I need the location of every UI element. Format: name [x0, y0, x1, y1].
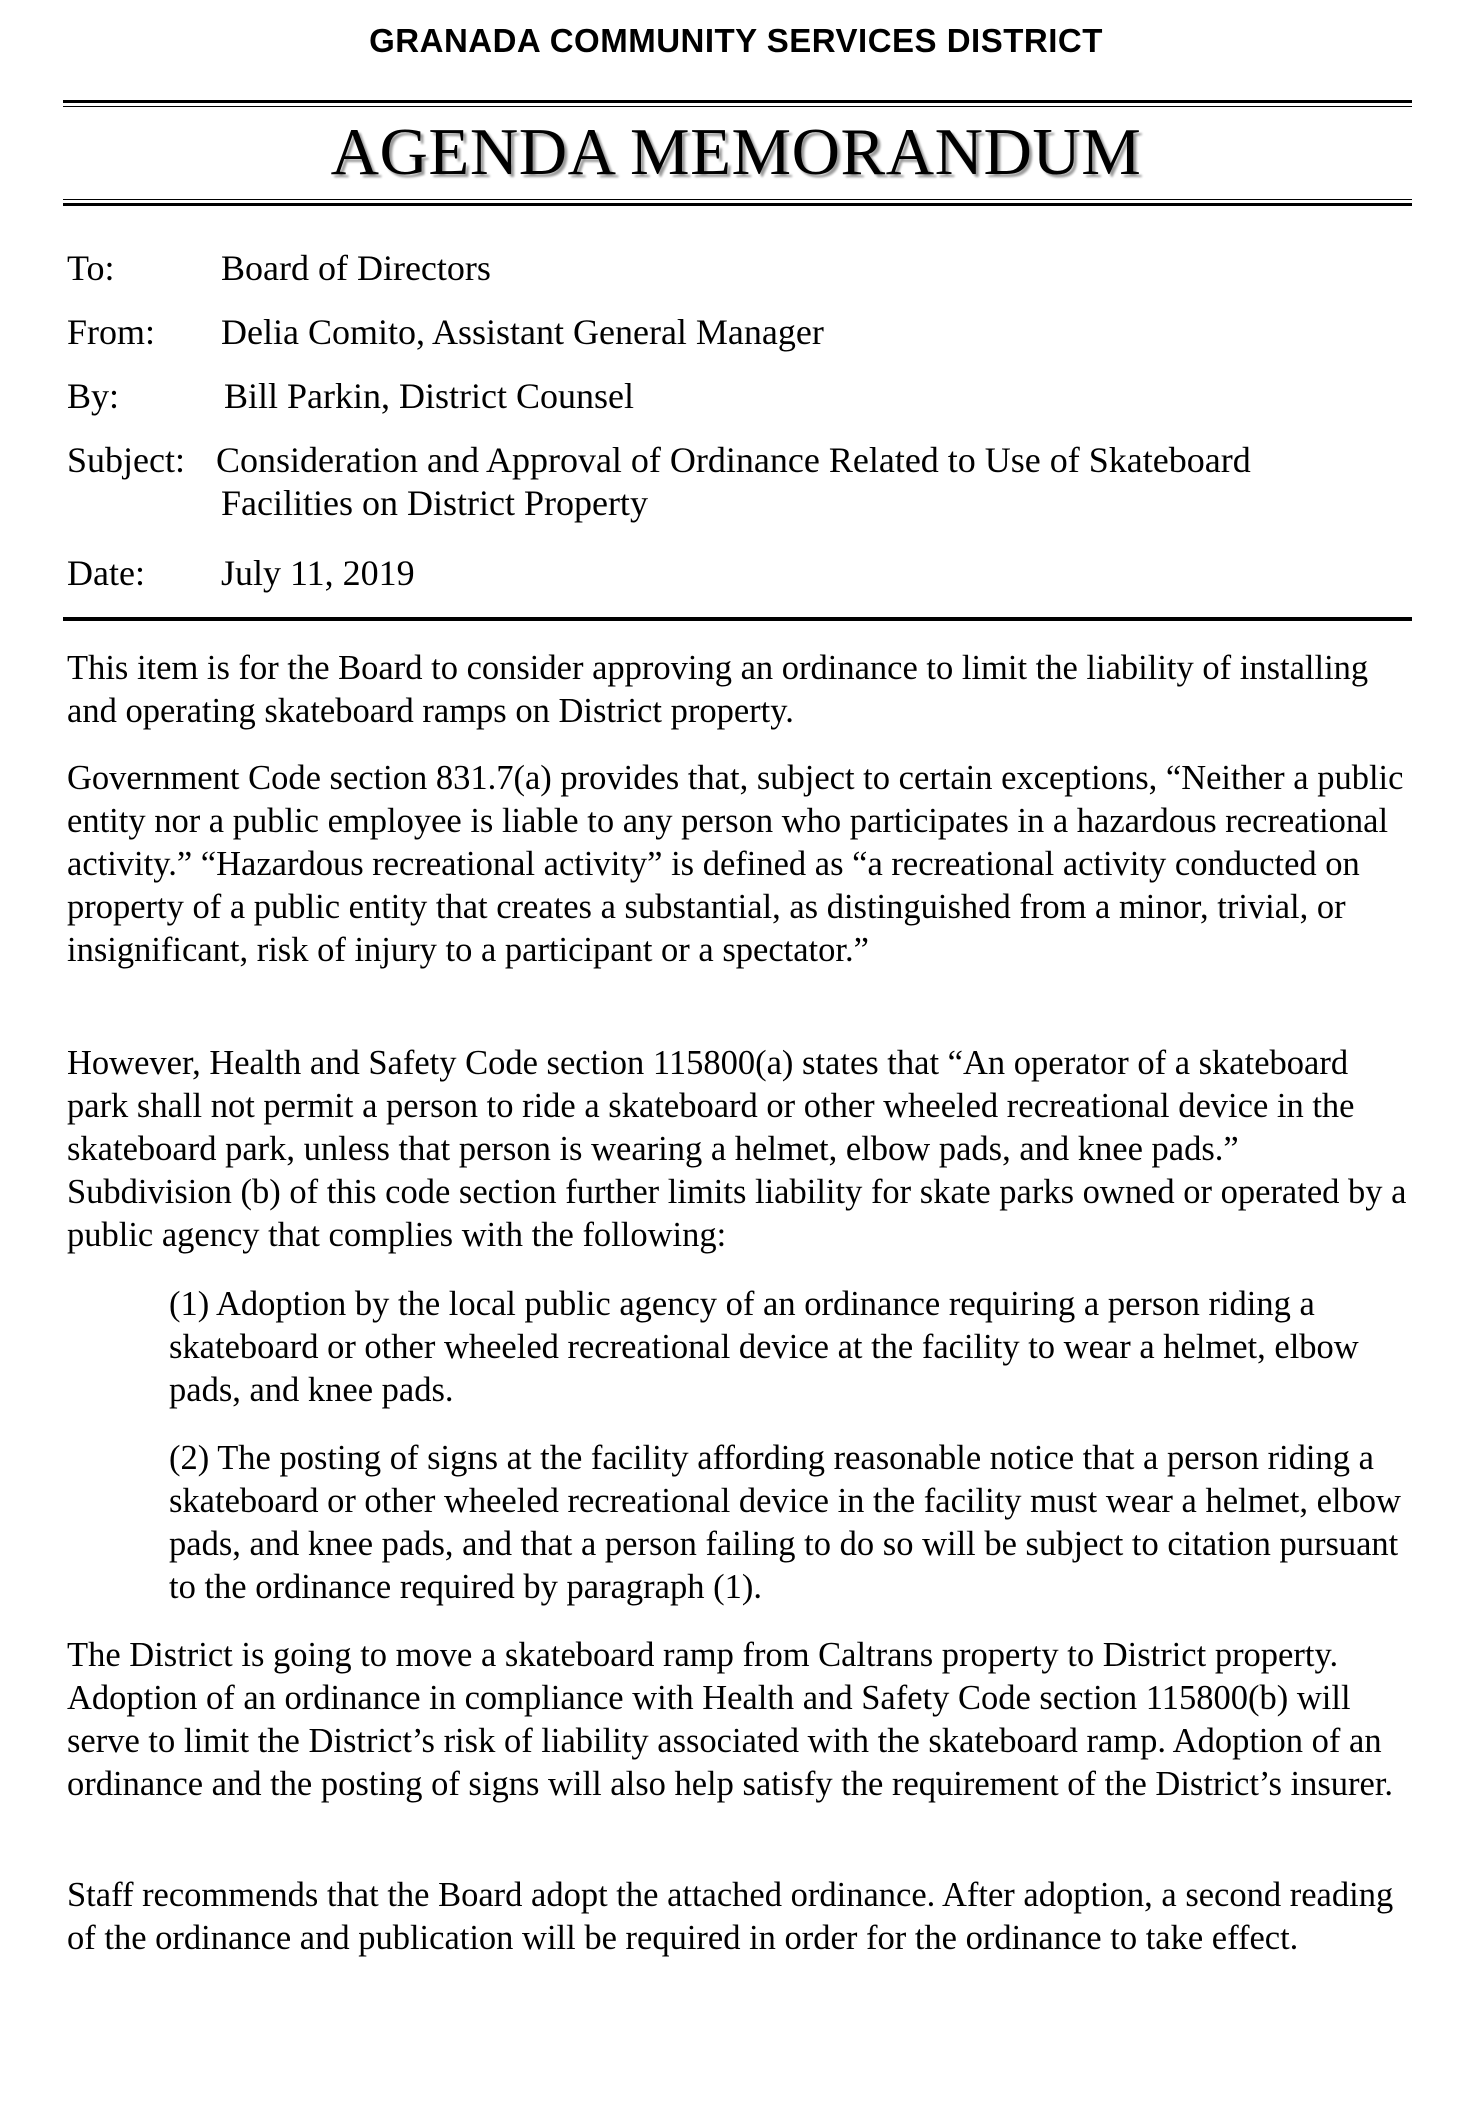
list-item-ordinance: (1) Adoption by the local public agency of an ordinance requiring a person riding a skateboard or other wheeled recreational device at the facility to wear a helmet, elbow pads, and knee pads. [169, 1285, 1359, 1409]
paragraph-government-code: Government Code section 831.7(a) provides that, subject to certain exceptions, “Neither a public entity nor a public employee is liable to any person who participates in a hazardous recreational activity.” “Hazardous recreational activity” is defined as “a recreational activity conducted on property of a public entity that creates a substantial, as distinguished from a minor, trivial, or insignificant, risk of injury to a participant or a spectator.” [67, 759, 1404, 969]
list-item-signs: (2) The posting of signs at the facility affording reasonable notice that a person riding a skateboard or other wheeled recreational device in the facility must wear a helmet, elbow pads, and knee pads, and that a person failing to do so will be subject to citation pursuant to the ordinance required by paragraph (1). [169, 1439, 1401, 1606]
subject-value-line1: Consideration and Approval of Ordinance Related to Use of Skateboard [216, 440, 1251, 480]
paragraph-recommendation: Staff recommends that the Board adopt the attached ordinance. After adoption, a second reading of the ordinance and publication will be required in order for the ordinance to take effect. [67, 1876, 1394, 1957]
header-top-rule-thin [63, 106, 1412, 107]
from-label: From: [67, 312, 156, 352]
subject-value-line2: Facilities on District Property [221, 483, 648, 523]
from-value: Delia Comito, Assistant General Manager [221, 312, 824, 352]
subject-label: Subject: [67, 440, 185, 480]
by-value: Bill Parkin, District Counsel [224, 376, 634, 416]
to-value: Board of Directors [221, 248, 491, 288]
header-top-rule [63, 100, 1412, 103]
paragraph-skateboard-ramp: The District is going to move a skateboard ramp from Caltrans property to District property. Adoption of an ordinance in compliance with Health and Safety Code section 115800(b) will serve to limit the District’s risk of liability associated with the skateboard ramp. Adoption of an ordinance and the posting of signs will also help satisfy the requirement of the District’s insurer. [67, 1636, 1394, 1803]
date-label: Date: [67, 553, 145, 593]
district-name: GRANADA COMMUNITY SERVICES DISTRICT [369, 22, 1103, 59]
title-bottom-rule-thin [63, 199, 1412, 200]
memo-header-bottom-rule [63, 617, 1412, 621]
to-label: To: [67, 248, 115, 288]
by-label: By: [67, 376, 120, 416]
memo-title: AGENDA MEMORANDUM [330, 115, 1142, 189]
paragraph-purpose: This item is for the Board to consider approving an ordinance to limit the liability of installing and operating skateboard ramps on District property. [67, 649, 1369, 730]
paragraph-health-safety-code: However, Health and Safety Code section 115800(a) states that “An operator of a skateboard park shall not permit a person to ride a skateboard or other wheeled recreational device in the skateboard park, unless that person is wearing a helmet, elbow pads, and knee pads.” Subdivision (b) of this code section further limits liability for skate parks owned or operated by a public agency that complies with the following: [67, 1044, 1407, 1254]
date-value: July 11, 2019 [221, 553, 415, 593]
title-bottom-rule [63, 203, 1412, 206]
